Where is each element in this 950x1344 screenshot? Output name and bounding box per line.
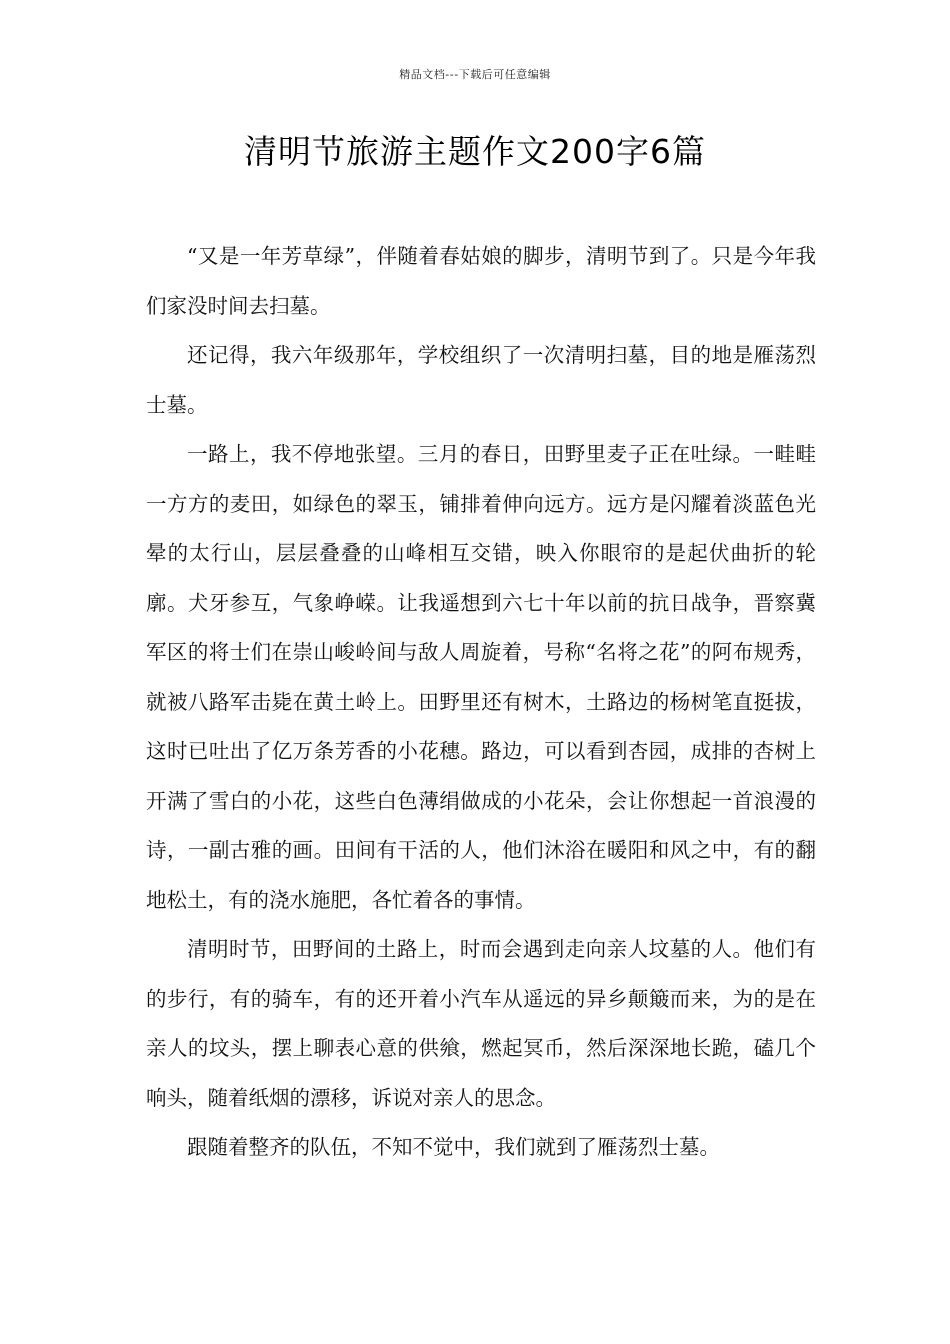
- paragraph-3: 一路上，我不停地张望。三月的春日，田野里麦子正在吐绿。一畦畦一方方的麦田，如绿色的翠玉，铺排着伸向远方。远方是闪耀着淡蓝色光晕的太行山，层层叠叠的山峰相互交错，映入你眼帘的是起伏曲折的轮廓。犬牙参互，气象峥嵘。让我遥想到六七十年以前的抗日战争，晋察冀军区的将士们在崇山峻岭间与敌人周旋着，号称“名将之花”的阿布规秀，就被八路军击毙在黄土岭上。田野里还有树木，土路边的杨树笔直挺拔，这时已吐出了亿万条芳香的小花穗。路边，可以看到杏园，成排的杏树上开满了雪白的小花，这些白色薄绢做成的小花朵，会让你想起一首浪漫的诗，一副古雅的画。田间有干活的人，他们沐浴在暖阳和风之中，有的翻地松土，有的浇水施肥，各忙着各的事情。: [146, 442, 816, 912]
- paragraph-4: 清明时节，田野间的土路上，时而会遇到走向亲人坟墓的人。他们有的步行，有的骑车，有的还开着小汽车从遥远的异乡颠簸而来，为的是在亲人的坟头，摆上聊表心意的供飨，燃起冥币，然后深深地长跪，磕几个响头，随着纸烟的漂移，诉说对亲人的思念。: [146, 937, 816, 1110]
- document-body: [146, 232, 816, 1173]
- paragraph-2: 还记得，我六年级那年，学校组织了一次清明扫墓，目的地是雁荡烈士墓。: [146, 343, 816, 417]
- page-header-watermark: 精品文档---下载后可任意编辑: [399, 68, 551, 81]
- paragraph-1: “又是一年芳草绿”，伴随着春姑娘的脚步，清明节到了。只是今年我们家没时间去扫墓。: [146, 244, 816, 318]
- paragraph-5: 跟随着整齐的队伍，不知不觉中，我们就到了雁荡烈士墓。: [187, 1135, 720, 1159]
- document-title: 清明节旅游主题作文200字6篇: [244, 132, 706, 171]
